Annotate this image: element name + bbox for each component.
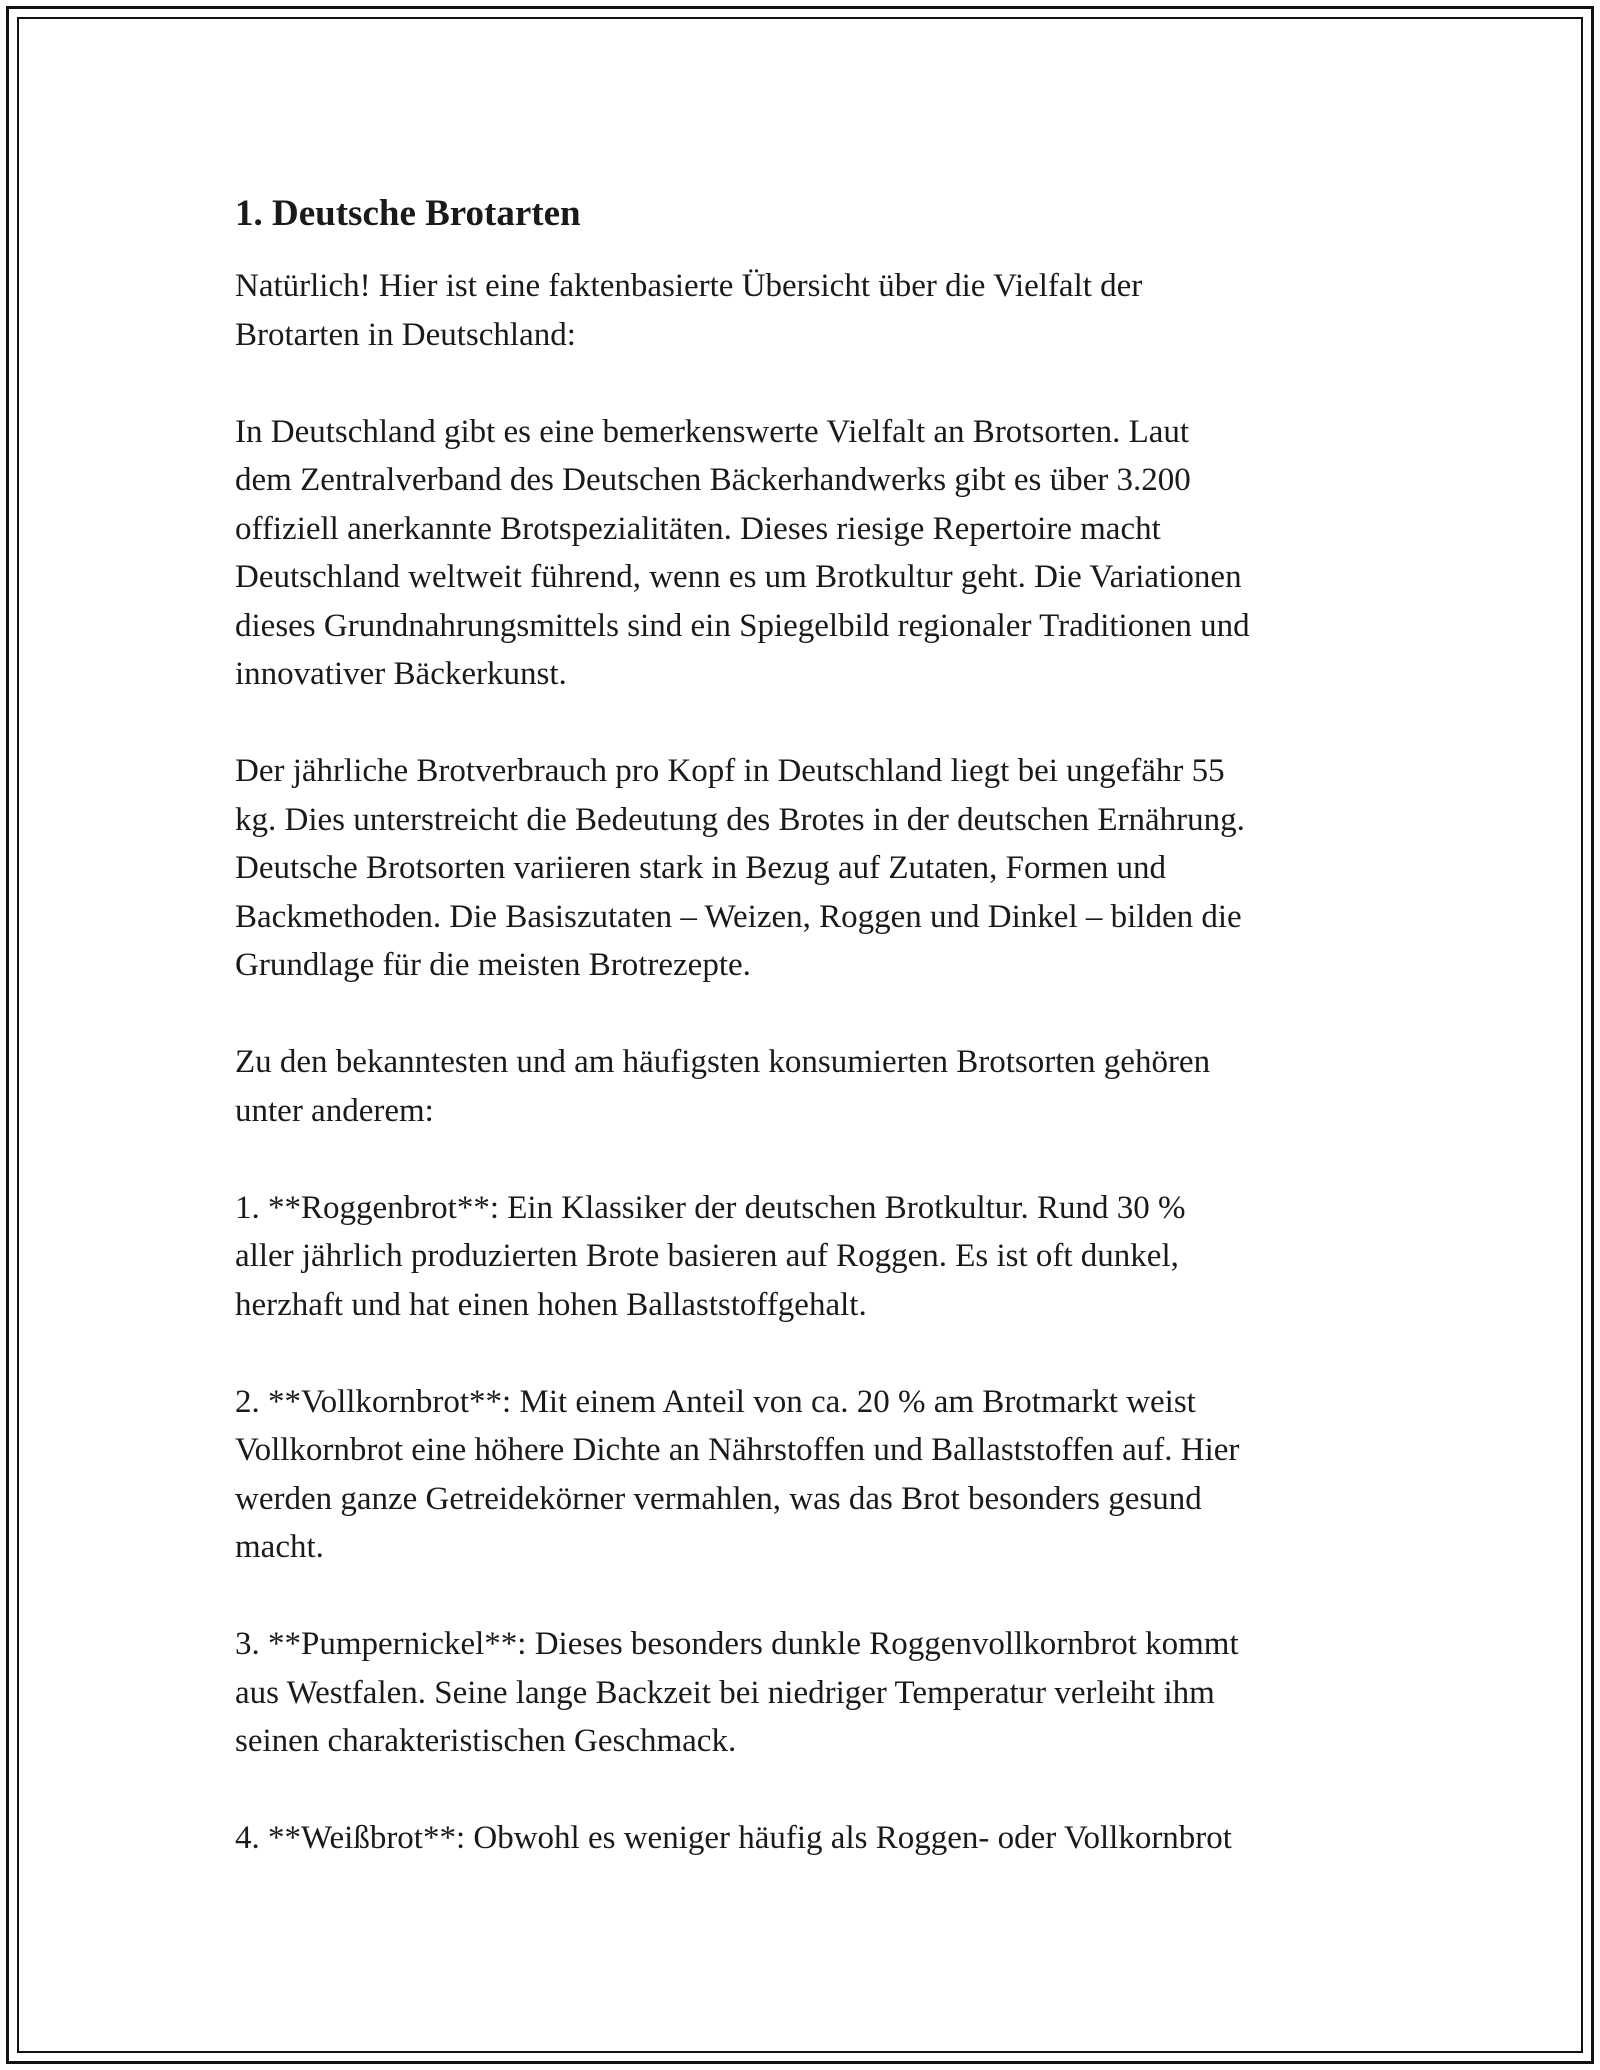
text-line: offiziell anerkannte Brotspezialitäten. Dieses riesige Repertoire macht: [235, 510, 1161, 547]
text-line: aus Westfalen. Seine lange Backzeit bei niedriger Temperatur verleiht ihm: [235, 1674, 1215, 1711]
section-heading: 1. Deutsche Brotarten: [235, 193, 581, 234]
text-line: innovativer Bäckerkunst.: [235, 656, 567, 692]
text-line: Grundlage für die meisten Brotrezepte.: [235, 947, 751, 983]
text-line: dieses Grundnahrungsmittels sind ein Spiegelbild regionaler Traditionen und: [235, 607, 1250, 644]
list-item-roggenbrot: [235, 1184, 1385, 1330]
paragraph-variety: [235, 408, 1385, 699]
text-line: macht.: [235, 1529, 324, 1565]
text-line: 2. **Vollkornbrot**: Mit einem Anteil von ca. 20 % am Brotmarkt weist: [235, 1383, 1196, 1420]
text-line: Natürlich! Hier ist eine faktenbasierte Übersicht über die Vielfalt der: [235, 268, 1143, 304]
text-line: Der jährliche Brotverbrauch pro Kopf in Deutschland liegt bei ungefähr 55: [235, 753, 1225, 789]
list-item-weissbrot: [235, 1814, 1385, 1863]
text-line: seinen charakteristischen Geschmack.: [235, 1723, 737, 1759]
text-line: Brotarten in Deutschland:: [235, 316, 576, 353]
text-line: Deutschland weltweit führend, wenn es um Brotkultur geht. Die Variationen: [235, 559, 1242, 595]
text-line: unter anderem:: [235, 1092, 434, 1129]
text-line: kg. Dies unterstreicht die Bedeutung des Brotes in der deutschen Ernährung.: [235, 801, 1245, 838]
text-line: aller jährlich produzierten Brote basieren auf Roggen. Es ist oft dunkel,: [235, 1238, 1179, 1274]
document-body: [235, 190, 1385, 1911]
text-line: In Deutschland gibt es eine bemerkenswerte Vielfalt an Brotsorten. Laut: [235, 413, 1190, 450]
paragraph-consumption: [235, 747, 1385, 990]
text-line: werden ganze Getreidekörner vermahlen, was das Brot besonders gesund: [235, 1480, 1202, 1517]
text-line: 4. **Weißbrot**: Obwohl es weniger häufig als Roggen- oder Vollkornbrot: [235, 1820, 1232, 1856]
text-line: 1. **Roggenbrot**: Ein Klassiker der deutschen Brotkultur. Rund 30 %: [235, 1189, 1186, 1226]
text-line: Vollkornbrot eine höhere Dichte an Nährstoffen und Ballaststoffen auf. Hier: [235, 1432, 1240, 1468]
list-item-pumpernickel: [235, 1620, 1385, 1766]
text-line: 3. **Pumpernickel**: Dieses besonders dunkle Roggenvollkornbrot kommt: [235, 1626, 1239, 1662]
paragraph-list-intro: [235, 1038, 1385, 1135]
paragraph-intro: [235, 262, 1385, 359]
list-item-vollkornbrot: [235, 1378, 1385, 1572]
text-line: herzhaft und hat einen hohen Ballaststoffgehalt.: [235, 1286, 867, 1323]
text-line: dem Zentralverband des Deutschen Bäckerhandwerks gibt es über 3.200: [235, 462, 1191, 498]
text-line: Deutsche Brotsorten variieren stark in Bezug auf Zutaten, Formen und: [235, 850, 1167, 886]
text-line: Zu den bekanntesten und am häufigsten konsumierten Brotsorten gehören: [235, 1044, 1211, 1080]
text-line: Backmethoden. Die Basiszutaten – Weizen, Roggen und Dinkel – bilden die: [235, 898, 1242, 935]
